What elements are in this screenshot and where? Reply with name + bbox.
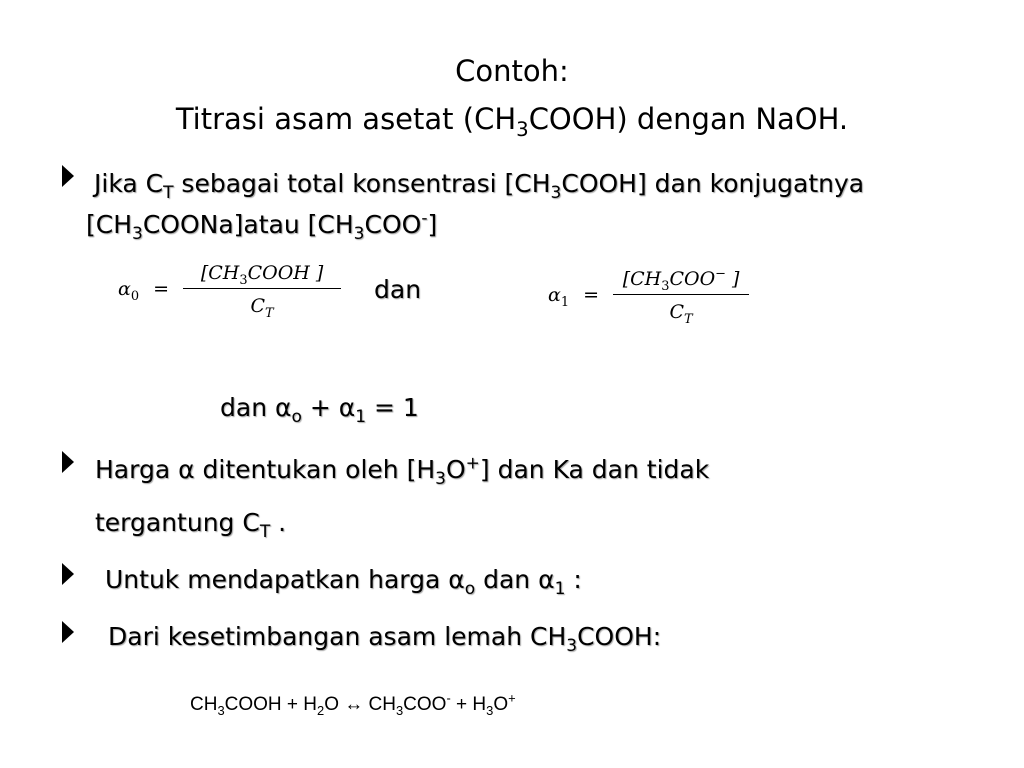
bullet4-line: Dari kesetimbangan asam lemah $CH_3COOH$:: [108, 622, 662, 656]
formula-alpha1: $\alpha_1$ = $\frac{[CH_3COO^- ]}{C_T}$: [548, 268, 749, 323]
formula-alpha0-numerator: [$CH_3COOH$ ]: [183, 262, 341, 289]
bullet1-line1: Jika $C_T$ sebagai total konsentrasi $[CH_3COOH]$ dan konjugatnya: [94, 169, 865, 203]
formula-alpha1-lhs: $\alpha_1$: [548, 283, 570, 310]
formula-alpha0-denominator: $C_T$: [250, 295, 274, 321]
dan-label: dan: [374, 275, 422, 304]
bullet-arrow-icon: [62, 621, 74, 643]
bullet1-line2: $[CH_3COONa]atau$ $[CH_3COO^-]$: [86, 208, 438, 244]
formula-alpha1-denominator: $C_T$: [669, 301, 693, 327]
bullet-arrow-icon: [62, 451, 74, 473]
formula-alpha0-lhs: $\alpha_0$: [118, 277, 140, 304]
formula-alpha0-fraction: [183, 262, 341, 321]
bullet2-line2: tergantung $C_T$ .: [95, 508, 287, 542]
bullet-arrow-icon: [62, 563, 74, 585]
bullet-arrow-icon: [62, 165, 74, 187]
slide-title-line1: Contoh:: [455, 54, 569, 88]
slide-title-line2: Titrasi asam asetat $(CH_3COOH)$ dengan NaOH.: [175, 102, 849, 141]
bullet2-line1: Harga α ditentukan oleh $[H_3O^+]$ dan Ka dan tidak: [95, 453, 710, 489]
alpha-sum-line: dan $\alpha_o + \alpha_1 = 1$: [220, 393, 419, 427]
bullet3-line: Untuk mendapatkan harga $\alpha_o$ dan $\alpha_1$ :: [105, 565, 582, 599]
formula-alpha0: $\alpha_0$ = $\frac{[CH_3COOH ]}{C_T}$: [118, 262, 341, 317]
formula-alpha1-numerator: [$CH_3COO^-$ ]: [613, 268, 749, 295]
chemical-equation: $CH_3COOH + H_2O$ ↔ $CH_3COO^- + H_3O^+$: [190, 690, 516, 718]
formula-alpha1-fraction: [613, 266, 749, 327]
